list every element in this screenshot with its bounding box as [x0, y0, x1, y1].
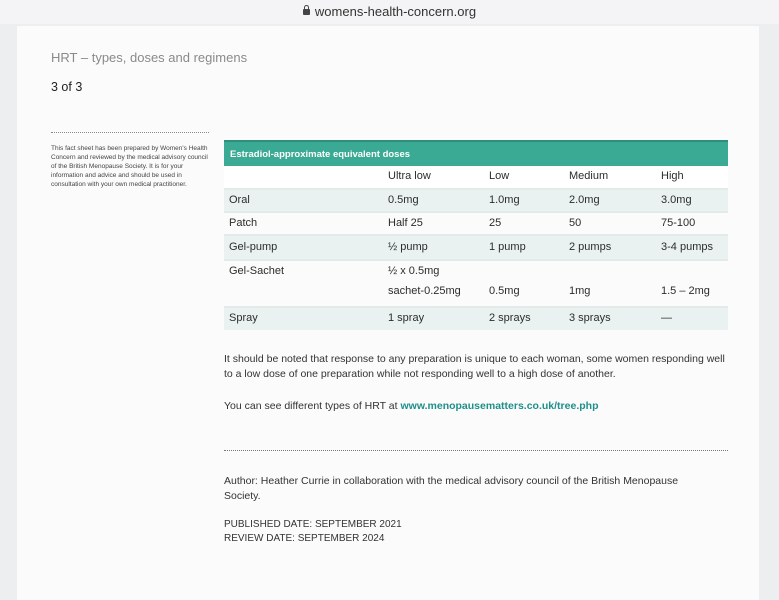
- published-date: PUBLISHED DATE: SEPTEMBER 2021: [224, 519, 402, 530]
- address-bar[interactable]: [0, 4, 779, 19]
- table-cell: 0.5mg: [489, 285, 520, 297]
- column-header: High: [661, 170, 684, 182]
- table-cell: ½ x 0.5mg: [388, 265, 440, 277]
- table-cell: Half 25: [388, 217, 423, 229]
- table-cell: 1 pump: [489, 241, 526, 253]
- side-note: This fact sheet has been prepared by Women's Health Concern and reviewed by the medical advisory council of the British Menopause Society. It is for your information and advice and should be used in consultation with your own medical practitioner.: [51, 145, 208, 188]
- page-number: 3 of 3: [51, 80, 83, 94]
- column-header: Ultra low: [388, 170, 431, 182]
- table-cell: 1.5 – 2mg: [661, 285, 710, 297]
- document-title: HRT – types, doses and regimens: [51, 50, 248, 65]
- table-cell: 50: [569, 217, 582, 229]
- link-prefix: You can see different types of HRT at: [224, 400, 401, 412]
- side-divider: [51, 132, 209, 133]
- table-caption: Estradiol-approximate equivalent doses: [224, 140, 728, 166]
- row-label: Gel-pump: [229, 241, 278, 253]
- table-row: [224, 213, 728, 236]
- table-cell: 0.5mg: [388, 194, 419, 206]
- dose-table: [224, 140, 728, 330]
- table-row: [224, 261, 728, 308]
- table-cell: 2 pumps: [569, 241, 612, 253]
- dose-note: It should be noted that response to any preparation is unique to each woman, some women responding well to a low dose of one preparation while not responding well to a high dose of another.: [224, 353, 725, 380]
- table-cell: 2 sprays: [489, 312, 531, 324]
- author-credit: Author: Heather Currie in collaboration with the medical advisory council of the British Menopause Society.: [224, 475, 679, 502]
- browser-top-bar: [0, 0, 779, 24]
- column-header: Medium: [569, 170, 609, 182]
- section-divider: [224, 450, 728, 451]
- table-cell: 3 sprays: [569, 312, 611, 324]
- hrt-types-link[interactable]: www.menopausematters.co.uk/tree.php: [400, 400, 599, 412]
- table-cell: 75-100: [661, 217, 696, 229]
- table-cell: 25: [489, 217, 502, 229]
- lock-icon: [303, 9, 310, 15]
- table-cell: 3.0mg: [661, 194, 692, 206]
- table-header-row: [224, 166, 728, 190]
- table-cell: 1.0mg: [489, 194, 520, 206]
- table-cell: 3-4 pumps: [661, 241, 713, 253]
- document-page: [17, 26, 759, 600]
- table-row: [224, 236, 728, 261]
- row-label: Patch: [229, 217, 258, 229]
- column-header: Low: [489, 170, 510, 182]
- link-line: [224, 399, 734, 414]
- row-label: Spray: [229, 312, 258, 324]
- table-cell: sachet-0.25mg: [388, 285, 461, 297]
- row-label: Oral: [229, 194, 250, 206]
- row-label: Gel-Sachet: [229, 265, 285, 277]
- url-text: womens-health-concern.org: [314, 4, 477, 19]
- table-cell: 1 spray: [388, 312, 425, 324]
- table-cell: —: [661, 312, 672, 324]
- table-row: [224, 190, 728, 213]
- table-cell: 1mg: [569, 285, 591, 297]
- table-cell: 2.0mg: [569, 194, 600, 206]
- table-row: [224, 308, 728, 330]
- table-cell: ½ pump: [388, 241, 428, 253]
- review-date: REVIEW DATE: SEPTEMBER 2024: [224, 533, 385, 544]
